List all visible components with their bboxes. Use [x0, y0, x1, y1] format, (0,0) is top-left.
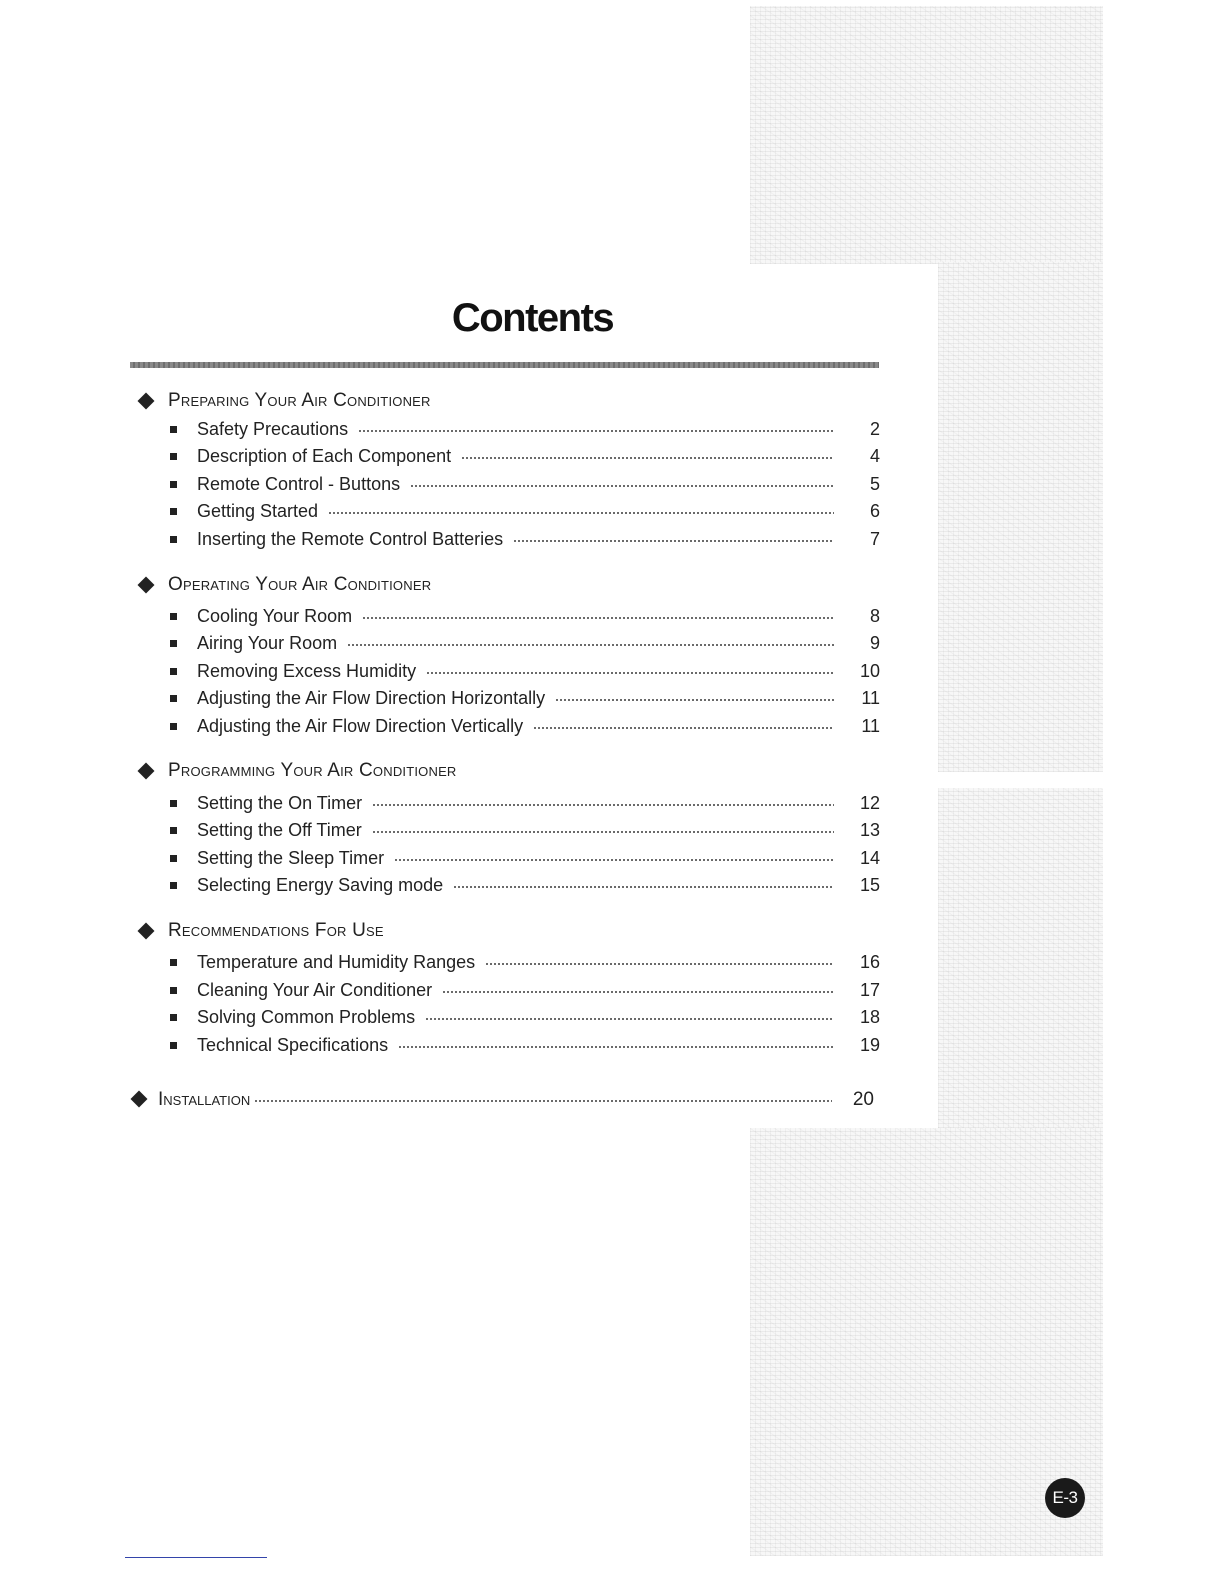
square-bullet-icon	[170, 695, 177, 702]
toc-entry[interactable]	[168, 950, 880, 974]
toc-entry[interactable]	[168, 1033, 880, 1057]
dot-leader	[442, 990, 834, 994]
toc-entry-label: Adjusting the Air Flow Direction Horizontally	[197, 688, 546, 708]
square-bullet-icon	[170, 640, 177, 647]
square-bullet-icon	[170, 882, 177, 889]
square-bullet-icon	[170, 613, 177, 620]
toc-entry-page: 19	[859, 1035, 880, 1055]
section-heading[interactable]: Recommendations For Use	[168, 920, 384, 941]
toc-entry[interactable]	[168, 417, 880, 441]
toc-entry-label: Airing Your Room	[197, 633, 338, 653]
toc-entry-page: 11	[861, 688, 880, 708]
toc-entry-label: Setting the On Timer	[197, 793, 363, 813]
toc-entry[interactable]	[168, 604, 880, 628]
square-bullet-icon	[170, 827, 177, 834]
dot-leader	[358, 429, 834, 433]
toc-entry[interactable]	[168, 978, 880, 1002]
dot-leader	[372, 803, 834, 807]
page-title: Contents	[451, 296, 614, 340]
toc-entry-page: 12	[859, 793, 880, 813]
dot-leader	[410, 484, 834, 488]
toc-entry-label: Description of Each Component	[197, 446, 452, 466]
toc-entry-label: Adjusting the Air Flow Direction Vertically	[197, 716, 524, 736]
toc-entry-page: 14	[859, 848, 880, 868]
dot-leader	[394, 858, 834, 862]
square-bullet-icon	[170, 1042, 177, 1049]
diamond-bullet-icon	[138, 393, 155, 410]
toc-entry[interactable]	[168, 714, 880, 738]
toc-entry-page: 10	[859, 661, 880, 681]
square-bullet-icon	[170, 987, 177, 994]
toc-entry-page: 5	[869, 474, 880, 494]
square-bullet-icon	[170, 1014, 177, 1021]
diamond-bullet-icon	[138, 923, 155, 940]
toc-entry[interactable]	[168, 659, 880, 683]
square-bullet-icon	[170, 855, 177, 862]
toc-entry[interactable]	[168, 444, 880, 468]
toc-entry-label: Cooling Your Room	[197, 606, 353, 626]
installation-entry[interactable]	[158, 1088, 874, 1112]
diamond-bullet-icon	[131, 1091, 148, 1108]
toc-entry-label: Remote Control - Buttons	[197, 474, 401, 494]
dot-leader	[425, 1017, 834, 1021]
toc-entry-label: Setting the Off Timer	[197, 820, 362, 840]
page-number-badge: E-3	[1045, 1478, 1085, 1518]
toc-entry-label: Selecting Energy Saving mode	[197, 875, 444, 895]
toc-entry-page: 13	[859, 820, 880, 840]
toc-entry-page: 6	[869, 501, 880, 521]
dot-leader	[533, 726, 834, 730]
dot-leader	[485, 962, 834, 966]
toc-entry[interactable]	[168, 818, 880, 842]
toc-entry-page: 16	[859, 952, 880, 972]
dot-leader	[453, 885, 834, 889]
square-bullet-icon	[170, 481, 177, 488]
diamond-bullet-icon	[138, 763, 155, 780]
square-bullet-icon	[170, 536, 177, 543]
dot-leader	[328, 511, 834, 515]
toc-entry-label: Solving Common Problems	[197, 1007, 416, 1027]
section-heading[interactable]: Preparing Your Air Conditioner	[168, 390, 431, 411]
diamond-bullet-icon	[138, 577, 155, 594]
dot-leader	[426, 671, 834, 675]
section-heading[interactable]: Operating Your Air Conditioner	[168, 574, 432, 595]
toc-entry-page: 15	[859, 875, 880, 895]
toc-entry[interactable]	[168, 527, 880, 551]
toc-entry[interactable]	[168, 631, 880, 655]
toc-entry-label: Inserting the Remote Control Batteries	[197, 529, 504, 549]
toc-entry-label: Technical Specifications	[197, 1035, 389, 1055]
toc-entry-page: 8	[869, 606, 880, 626]
toc-entry[interactable]	[168, 1005, 880, 1029]
section-heading[interactable]: Programming Your Air Conditioner	[168, 760, 457, 781]
toc-entry-label: Removing Excess Humidity	[197, 661, 417, 681]
toc-entry-page: 2	[869, 419, 880, 439]
square-bullet-icon	[170, 453, 177, 460]
toc-entry-page: 17	[859, 980, 880, 1000]
square-bullet-icon	[170, 959, 177, 966]
toc-entry-page: 11	[861, 716, 880, 736]
square-bullet-icon	[170, 800, 177, 807]
dot-leader	[362, 616, 834, 620]
toc-entry-label: Temperature and Humidity Ranges	[197, 952, 476, 972]
toc-entry-page: 7	[869, 529, 880, 549]
dot-leader	[398, 1045, 834, 1049]
footer-link-underline	[125, 1557, 267, 1558]
dot-leader	[372, 830, 834, 834]
toc-entry[interactable]	[168, 873, 880, 897]
toc-entry-page: 4	[869, 446, 880, 466]
dot-leader	[461, 456, 834, 460]
toc-entry-label: Getting Started	[197, 501, 319, 521]
toc-entry[interactable]	[168, 846, 880, 870]
toc-entry-label: Setting the Sleep Timer	[197, 848, 385, 868]
square-bullet-icon	[170, 508, 177, 515]
toc-entry[interactable]	[168, 686, 880, 710]
toc-entry-page: 18	[859, 1007, 880, 1027]
toc-entry[interactable]	[168, 472, 880, 496]
square-bullet-icon	[170, 723, 177, 730]
toc-entry[interactable]	[168, 791, 880, 815]
toc-entry-label: Safety Precautions	[197, 419, 349, 439]
toc-entry-label: Installation	[158, 1089, 251, 1110]
dot-leader	[347, 643, 834, 647]
dot-leader	[513, 539, 834, 543]
toc-entry[interactable]	[168, 499, 880, 523]
square-bullet-icon	[170, 668, 177, 675]
toc-entry-page: 9	[869, 633, 880, 653]
toc-entry-page: 20	[852, 1089, 874, 1110]
toc-entry-label: Cleaning Your Air Conditioner	[197, 980, 433, 1000]
dot-leader	[254, 1099, 832, 1103]
square-bullet-icon	[170, 426, 177, 433]
dot-leader	[555, 698, 834, 702]
